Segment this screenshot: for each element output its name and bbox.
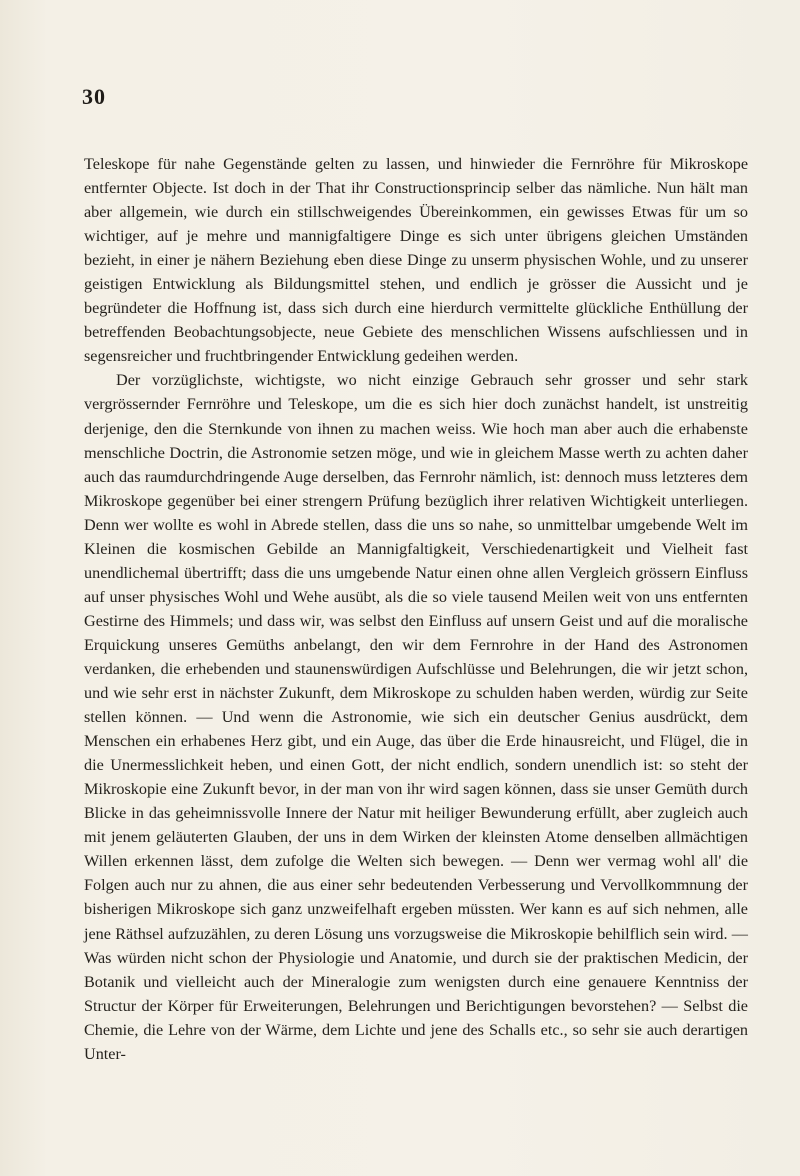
body-text xyxy=(84,152,748,1066)
page-number: 30 xyxy=(82,84,106,109)
paragraph-1: Teleskope für nahe Gegenstände gelten zu lassen, und hinwieder die Fernröhre für Mikroskope entfernter Objecte. Ist doch in der That ihr Constructionsprincip selber das nämliche. Nun hält man aber allgemein, wie durch ein stillschweigendes Übereinkommen, ein gewisses Etwas für um so wichtiger, auf je mehre und mannigfaltigere Dinge es sich unter übrigens gleichen Umständen bezieht, in einer je nähern Beziehung eben diese Dinge zu unserm physischen Wohle, und zu unserer geistigen Entwicklung als Bildungsmittel stehen, und endlich je grösser die Aussicht und je begründeter die Hoffnung ist, dass sich durch eine hierdurch vermittelte glückliche Enthüllung der betreffenden Beobachtungsobjecte, neue Gebiete des menschlichen Wissens aufschliessen und in segensreicher und fruchtbringender Entwicklung gedeihen werden. xyxy=(84,155,748,366)
paragraph-2: Der vorzüglichste, wichtigste, wo nicht einzige Gebrauch sehr grosser und sehr stark vergrössernder Fernröhre und Teleskope, um die es sich hier doch zunächst handelt, ist unstreitig derjenige, den die Sternkunde von ihnen zu machen weiss. Wie hoch man aber auch die erhabenste menschliche Doctrin, die Astronomie setzen möge, und wie in gleichem Masse werth zu achten daher auch das raumdurchdringende Auge derselben, das Fernrohr nämlich, ist: dennoch muss letzteres dem Mikroskope gegenüber bei einer strengern Prüfung bezüglich ihrer relativen Wichtigkeit unterliegen. Denn wer wollte es wohl in Abrede stellen, dass die uns so nahe, so unmittelbar umgebende Welt im Kleinen die kosmischen Gebilde an Mannigfaltigkeit, Verschiedenartigkeit und Vielheit fast unendlichemal übertrifft; dass die uns umgebende Natur einen ohne allen Vergleich grössern Einfluss auf unser physisches Wohl und Wehe ausübt, als die so viele tausend Meilen weit von uns entfernten Gestirne des Himmels; und dass wir, was selbst den Einfluss auf unsern Geist und auf die moralische Erquickung unseres Gemüths anbelangt, den wir dem Fernrohre in der Hand des Astronomen verdanken, die erhebenden und staunenswürdigen Aufschlüsse und Belehrungen, die wir jetzt schon, und wie sehr erst in nächster Zukunft, dem Mikroskope zu schulden haben werden, würdig zur Seite stellen können. — Und wenn die Astronomie, wie sich ein deutscher Genius ausdrückt, dem Menschen ein erhabenes Herz gibt, und ein Auge, das über die Erde hinausreicht, und Flügel, die in die Unermesslichkeit heben, und einen Gott, der nicht endlich, sondern unendlich ist: so steht der Mikroskopie eine Zukunft bevor, in der man von ihr wird sagen können, dass sie unser Gemüth durch Blicke in das geheimnissvolle Innere der Natur mit heiliger Bewunderung erfüllt, aber zugleich auch mit jenem geläuterten Glauben, der uns in dem Wirken der kleinsten Atome denselben allmächtigen Willen erkennen lässt, dem zufolge die Welten sich bewegen. — Denn wer vermag wohl all' die Folgen auch nur zu ahnen, die aus einer sehr bedeutenden Verbesserung und Vervollkommnung der bisherigen Mikroskope sich ganz unzweifelhaft ergeben müssten. Wer kann es auf sich nehmen, alle jene Räthsel aufzuzählen, zu deren Lösung uns vorzugsweise die Mikroskopie behilflich sein wird. — Was würden nicht schon der Physiologie und Anatomie, und durch sie der praktischen Medicin, der Botanik und vielleicht auch der Mineralogie zum wenigsten durch eine genauere Kenntniss der Structur der Körper für Erweiterungen, Belehrungen und Berichtigungen bevorstehen? — Selbst die Chemie, die Lehre von der Wärme, dem Lichte und jene des Schalls etc., so sehr sie auch derartigen Unter- xyxy=(84,371,748,1063)
